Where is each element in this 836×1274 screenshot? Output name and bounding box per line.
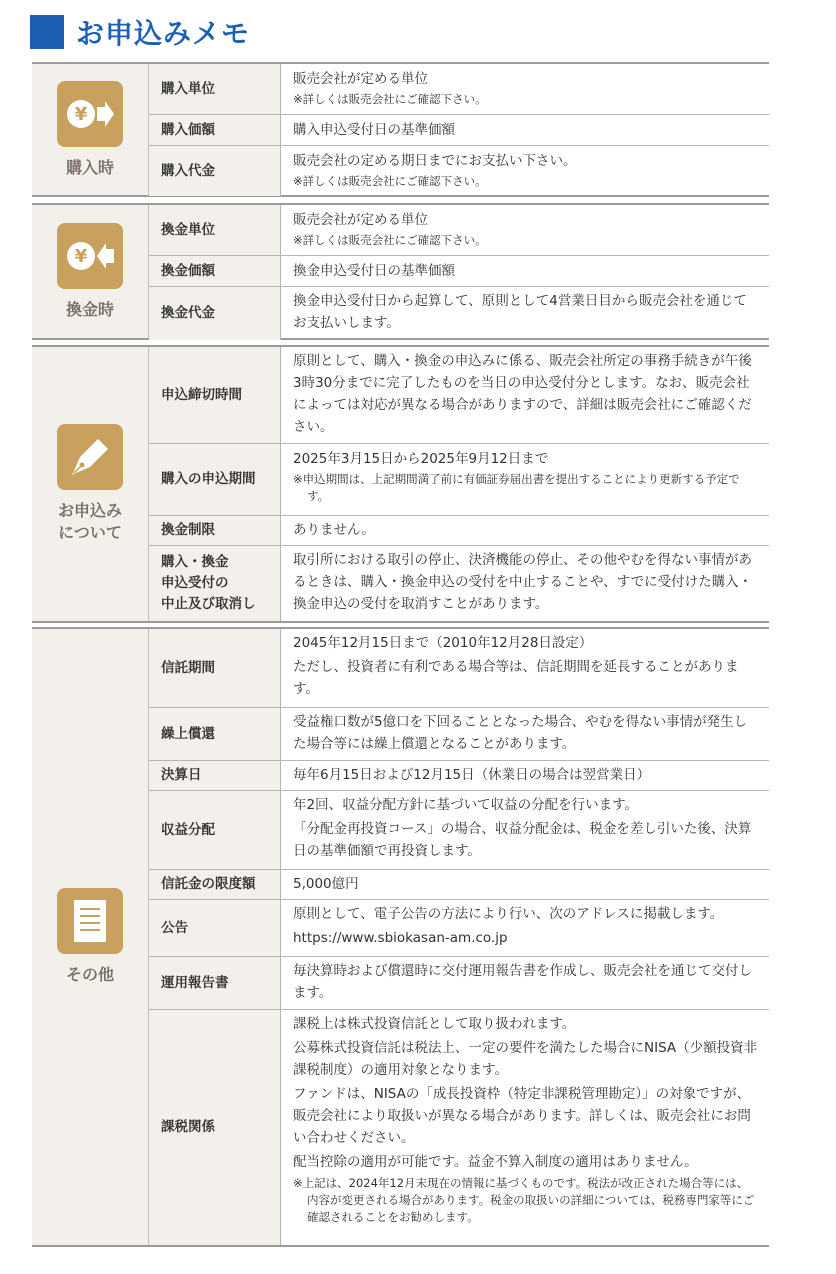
row-text: 公募株式投資信託は税法上、一定の要件を満たした場合にNISA（少額投資非課税制度）の適用対象となります。: [293, 1040, 758, 1078]
row-label: 申込締切時間: [149, 347, 281, 443]
row-label: 購入価額: [149, 115, 281, 145]
svg-text:¥: ¥: [74, 103, 88, 125]
row-text: 毎年6月15日および12月15日（休業日の場合は翌営業日）: [293, 767, 651, 783]
document-icon: [57, 888, 123, 954]
table-row: [149, 205, 769, 256]
row-label: 購入代金: [149, 146, 281, 196]
table-row: [149, 629, 769, 708]
table-row: [149, 256, 769, 287]
table-row: [149, 516, 769, 546]
yen-arrow-right-icon: [57, 81, 123, 147]
svg-text:¥: ¥: [74, 245, 88, 267]
table-row: [149, 870, 769, 900]
row-label: 購入単位: [149, 64, 281, 114]
title-square-icon: [30, 15, 64, 49]
row-label: 決算日: [149, 761, 281, 790]
table-row: [149, 957, 769, 1010]
table-row: [149, 146, 769, 196]
row-label: 換金制限: [149, 516, 281, 545]
table-row: [149, 708, 769, 761]
table-row: [149, 64, 769, 115]
table-row: [149, 347, 769, 444]
section-label-line1: お申込み: [57, 501, 122, 520]
section-header-application: [32, 347, 149, 621]
row-label: 課税関係: [149, 1010, 281, 1245]
row-label: 換金代金: [149, 287, 281, 340]
pen-nib-icon: [57, 424, 123, 490]
section-label: 換金時: [65, 299, 114, 319]
row-text: 購入申込受付日の基準価額: [293, 122, 455, 138]
table-row: [149, 791, 769, 870]
row-label: 換金価額: [149, 256, 281, 286]
row-text: 2045年12月15日まで（2010年12月28日設定）: [293, 635, 593, 651]
row-note: ※詳しくは販売会社にご確認下さい。: [293, 174, 487, 188]
section-label: その他: [65, 965, 114, 984]
row-label: 公告: [149, 900, 281, 956]
row-text: 原則として、電子公告の方法により行い、次のアドレスに掲載します。: [293, 906, 724, 922]
row-text: 5,000億円: [293, 876, 359, 892]
row-label: 購入の申込期間: [149, 444, 281, 515]
row-label: 購入・換金 申込受付の 中止及び取消し: [149, 546, 281, 621]
row-text: 換金申込受付日から起算して、原則として4営業日目から販売会社を通じてお支払いします。: [293, 293, 747, 331]
table-row: [149, 444, 769, 516]
table-row: [149, 287, 769, 340]
row-text: ありません。: [293, 522, 375, 538]
section-header-redemption: [32, 205, 149, 338]
row-label: 信託期間: [149, 629, 281, 707]
row-text: ただし、投資者に有利である場合等は、信託期間を延長することがあります。: [293, 659, 739, 697]
table-row: [149, 900, 769, 957]
row-text: 2025年3月15日から2025年9月12日まで: [293, 451, 549, 467]
row-text: 配当控除の適用が可能です。益金不算入制度の適用はありません。: [293, 1154, 698, 1170]
row-text: 販売会社が定める単位: [293, 71, 428, 87]
row-text: ファンドは、NISAの「成長投資枠（特定非課税管理勘定）」の対象ですが、販売会社により取扱いが異なる場合があります。詳しくは、販売会社にお問い合わせください。: [293, 1086, 751, 1146]
section-application: [32, 345, 769, 623]
section-redemption: [32, 203, 769, 340]
row-note: ※詳しくは販売会社にご確認下さい。: [293, 233, 487, 247]
row-text: 換金申込受付日の基準価額: [293, 263, 455, 279]
table-row: [149, 115, 769, 146]
row-text: 年2回、収益分配方針に基づいて収益の分配を行います。: [293, 797, 639, 813]
row-note: ※申込期間は、上記期間満了前に有価証券届出書を提出することにより更新する予定です。: [293, 472, 740, 503]
row-text: 取引所における取引の停止、決済機能の停止、その他やむを得ない事情があるときは、購入・換金申込の受付を中止することや、すでに受付けた購入・換金申込の受付を取消すことがあります。: [293, 552, 753, 612]
row-text: 販売会社の定める期日までにお支払い下さい。: [293, 153, 577, 169]
row-text: 「分配金再投資コース」の場合、収益分配金は、税金を差し引いた後、決算日の基準価額で再投資します。: [293, 821, 752, 859]
table-row: [149, 546, 769, 621]
page-title-bar: [30, 12, 250, 52]
row-text: 毎決算時および償還時に交付運用報告書を作成し、販売会社を通じて交付します。: [293, 963, 752, 1001]
row-text: 原則として、購入・換金の申込みに係る、販売会社所定の事務手続きが午後3時30分までに完了したものを当日の申込受付分とします。なお、販売会社によっては対応が異なる場合がありますので、詳細は販売会社にご確認ください。: [293, 353, 752, 435]
section-header-other: [32, 629, 149, 1245]
row-label: 運用報告書: [149, 957, 281, 1009]
section-label: 購入時: [65, 157, 114, 177]
table-row: [149, 1010, 769, 1245]
announcement-url: https://www.sbiokasan-am.co.jp: [293, 930, 508, 946]
section-other: [32, 627, 769, 1247]
row-label: 収益分配: [149, 791, 281, 869]
yen-arrow-left-icon: [57, 223, 123, 289]
row-note: ※上記は、2024年12月末現在の情報に基づくものです。税法が改正された場合等には、内容が変更される場合があります。税金の取扱いの詳細については、税務専門家等にご確認されることをお勧めします。: [293, 1176, 755, 1224]
row-note: ※詳しくは販売会社にご確認下さい。: [293, 92, 487, 106]
row-text: 販売会社が定める単位: [293, 212, 428, 228]
row-label: 繰上償還: [149, 708, 281, 760]
page-title: お申込みメモ: [76, 17, 251, 50]
row-label: 換金単位: [149, 205, 281, 255]
section-header-purchase: [32, 64, 149, 195]
row-label: 信託金の限度額: [149, 870, 281, 899]
table-row: [149, 761, 769, 791]
section-purchase: [32, 62, 769, 197]
row-text: 受益権口数が5億口を下回ることとなった場合、やむを得ない事情が発生した場合等には繰上償還となることがあります。: [293, 714, 748, 752]
section-label-line2: について: [58, 523, 122, 542]
row-text: 課税上は株式投資信託として取り扱われます。: [293, 1016, 576, 1032]
